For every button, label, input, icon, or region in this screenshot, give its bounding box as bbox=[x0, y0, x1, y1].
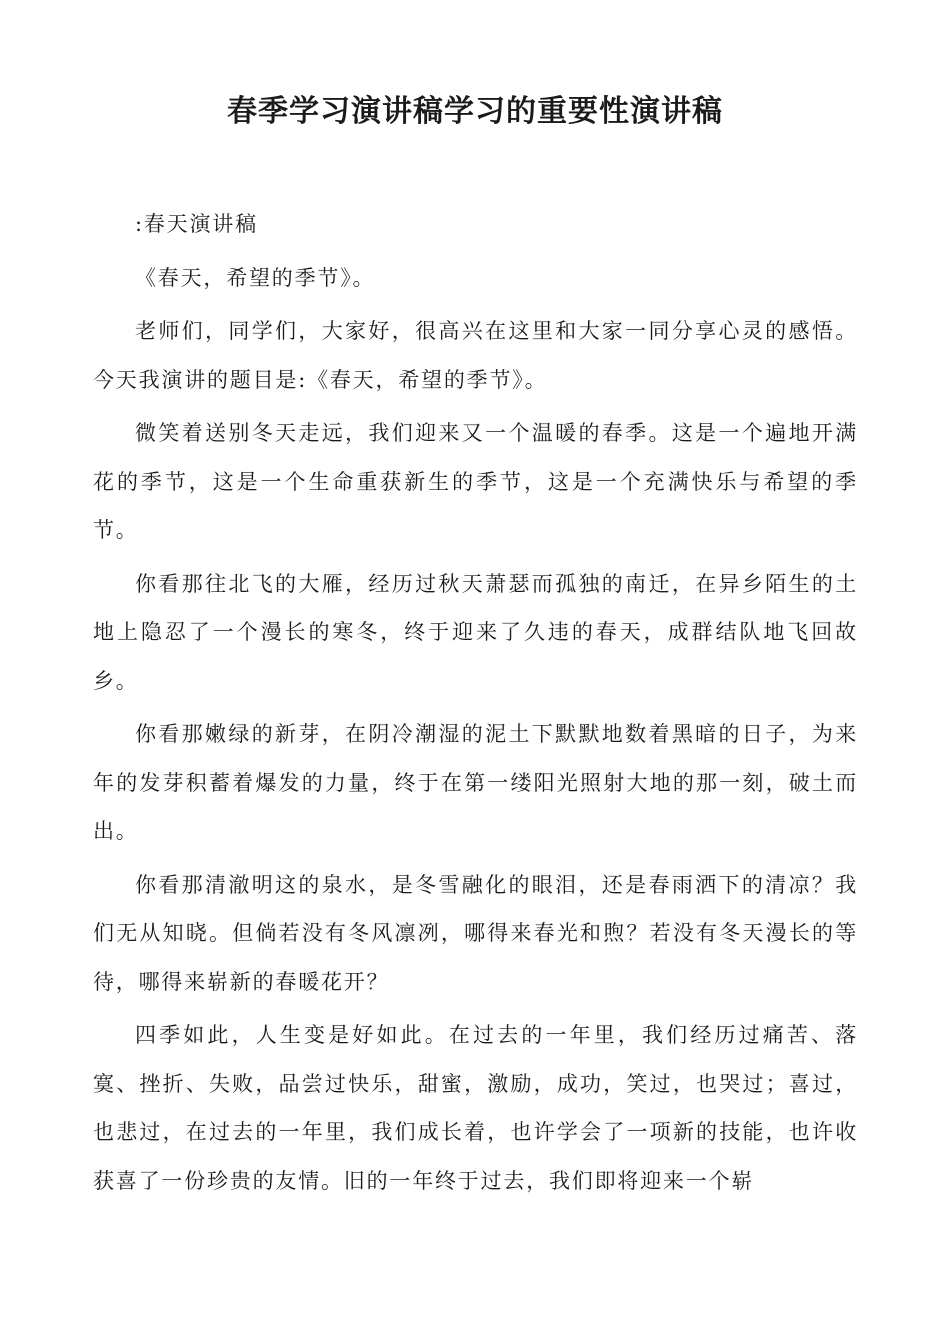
paragraph-spring-intro: 微笑着送别冬天走远，我们迎来又一个温暖的春季。这是一个遍地开满花的季节，这是一个生命重获新生的季节，这是一个充满快乐与希望的季节。 bbox=[93, 421, 858, 542]
paragraph-new-sprouts: 你看那嫩绿的新芽，在阴冷潮湿的泥土下默默地数着黑暗的日子，为来年的发芽积蓄着爆发的力量，终于在第一缕阳光照射大地的那一刻，破土而出。 bbox=[93, 722, 858, 843]
document-body bbox=[93, 200, 858, 1205]
paragraph-spring-water: 你看那清澈明这的泉水，是冬雪融化的眼泪，还是春雨洒下的清凉？我们无从知晓。但倘若没有冬风凛冽，哪得来春光和煦？若没有冬天漫长的等待，哪得来崭新的春暖花开？ bbox=[93, 872, 858, 994]
paragraph-wild-geese: 你看那往北飞的大雁，经历过秋天萧瑟而孤独的南迁，在异乡陌生的土地上隐忍了一个漫长的寒冬，终于迎来了久违的春天，成群结队地飞回故乡。 bbox=[93, 571, 858, 693]
document-title: 春季学习演讲稿学习的重要性演讲稿 bbox=[227, 94, 723, 129]
paragraph-greeting: 老师们，同学们，大家好，很高兴在这里和大家一同分享心灵的感悟。今天我演讲的题目是:《春天，希望的季节》。 bbox=[93, 319, 858, 392]
paragraph-subtitle: :春天演讲稿 bbox=[135, 212, 258, 236]
paragraph-speech-title: 《春天，希望的季节》。 bbox=[135, 265, 376, 290]
paragraph-life-reflection: 四季如此，人生变是好如此。在过去的一年里，我们经历过痛苦、落寞、挫折、失败，品尝过快乐，甜蜜，激励，成功，笑过，也哭过；喜过，也悲过，在过去的一年里，我们成长着，也许学会了一项新的技能，也许收获喜了一份珍贵的友情。旧的一年终于过去，我们即将迎来一个崭 bbox=[93, 1023, 858, 1193]
